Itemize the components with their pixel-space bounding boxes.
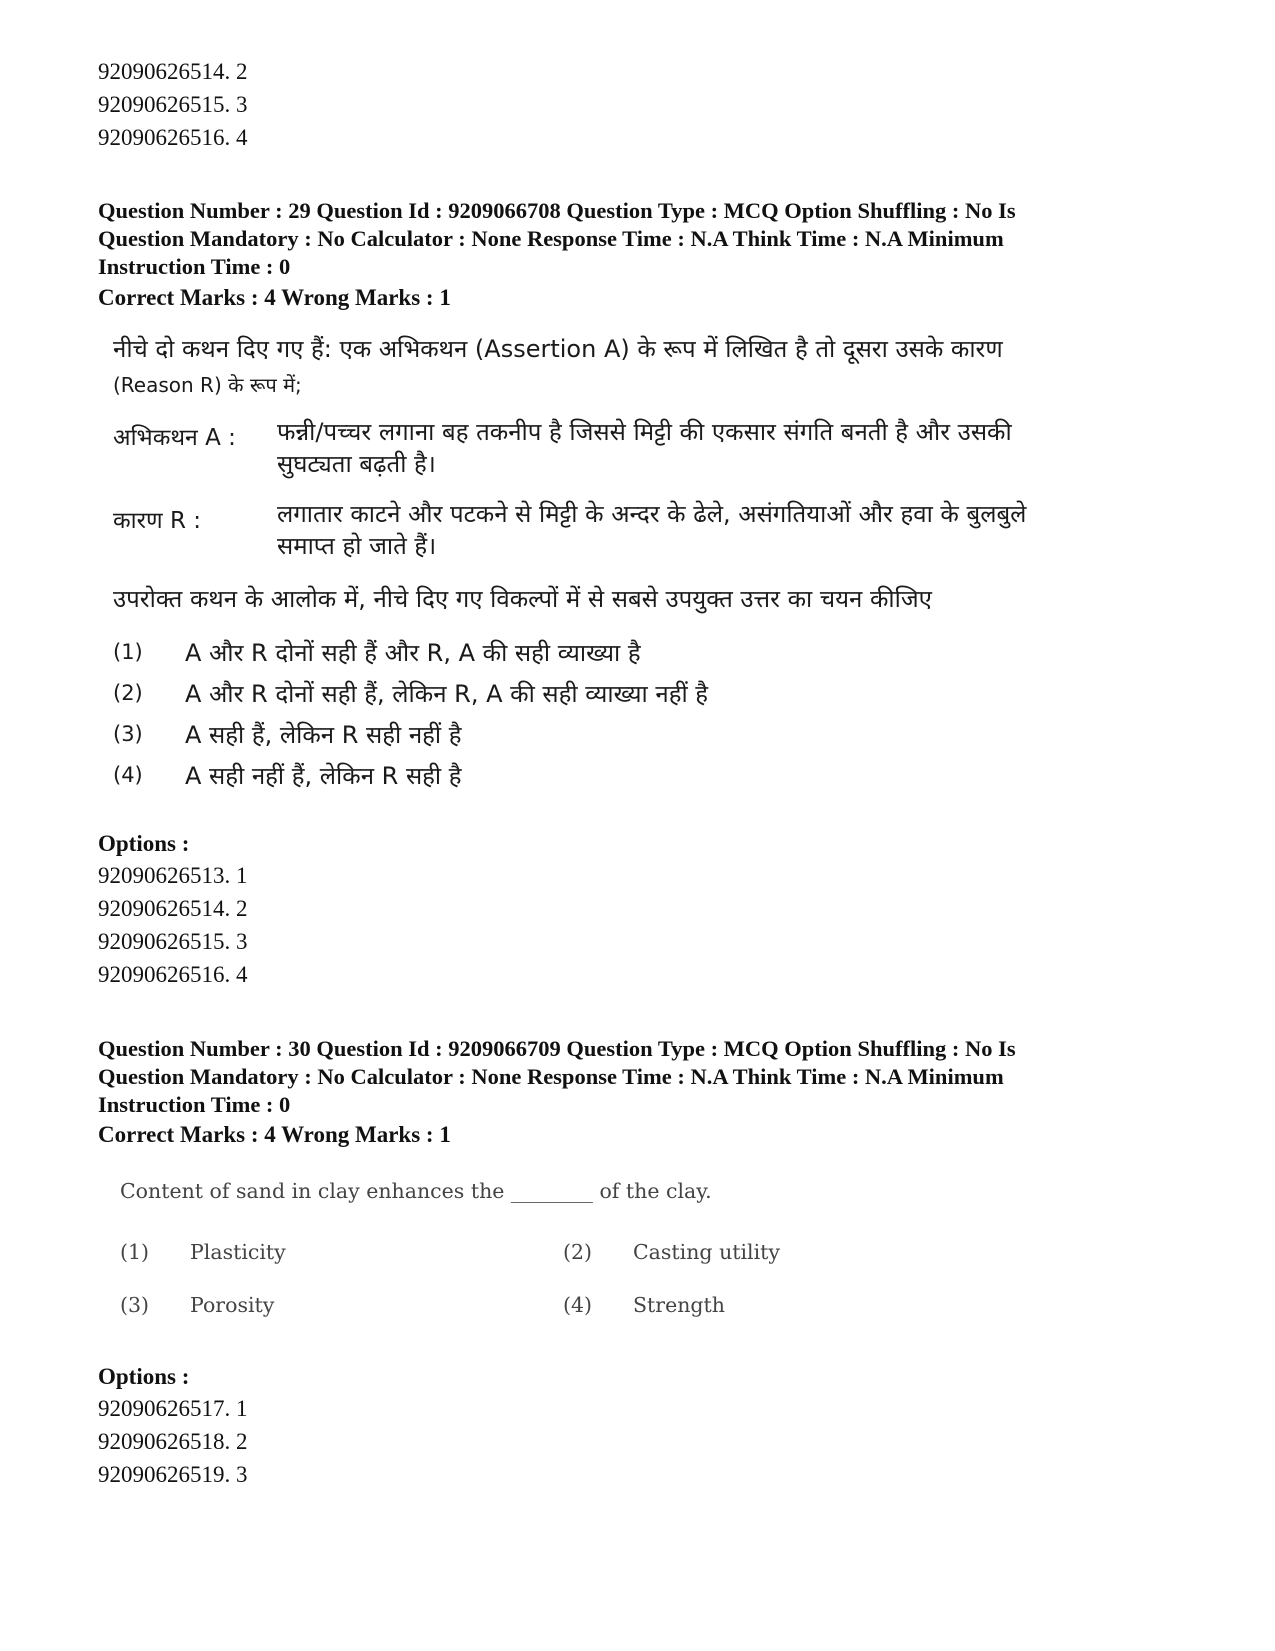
assertion-text: फन्नी/पच्चर लगाना बह तकनीप है जिससे मिट्टी की एकसार संगति बनती है और उसकी bbox=[277, 418, 1012, 446]
header-line: Question Number : 29 Question Id : 9209066708 Question Type : MCQ Option Shuffling : No Is bbox=[98, 198, 1016, 223]
question-text: Content of sand in clay enhances the ________ of the clay. bbox=[120, 1179, 712, 1203]
question-30-body bbox=[120, 1175, 820, 1325]
question-29-header bbox=[98, 197, 1178, 281]
option-line: 92090626518. 2 bbox=[98, 1429, 248, 1454]
choice-text: A और R दोनों सही हैं, लेकिन R, A की सही व्याख्या नहीं है bbox=[185, 680, 709, 708]
choice-number: (3) bbox=[113, 722, 143, 746]
intro-line: (Reason R) के रूप में; bbox=[113, 373, 302, 397]
assertion-text: सुघट्यता बढ़ती है। bbox=[277, 450, 436, 478]
choice-number: (1) bbox=[120, 1240, 150, 1264]
option-line: 92090626514. 2 bbox=[98, 59, 248, 84]
header-line: Question Mandatory : No Calculator : None Response Time : N.A Think Time : N.A Minimum bbox=[98, 226, 1004, 251]
choice-number: (3) bbox=[120, 1293, 150, 1317]
choice-number: (1) bbox=[113, 640, 143, 664]
option-line: 92090626516. 4 bbox=[98, 125, 248, 150]
choice-text: Strength bbox=[633, 1293, 725, 1317]
question-30-marks: Correct Marks : 4 Wrong Marks : 1 bbox=[98, 1122, 451, 1147]
question-29-body bbox=[113, 330, 1093, 800]
reason-text: लगातार काटने और पटकने से मिट्टी के अन्दर के ढेले, असंगतियाओं और हवा के बुलबुले bbox=[277, 500, 1027, 528]
option-line: 92090626515. 3 bbox=[98, 929, 248, 954]
options-label: Options : bbox=[98, 831, 190, 856]
choice-number: (2) bbox=[563, 1240, 593, 1264]
option-line: 92090626516. 4 bbox=[98, 962, 248, 987]
header-line: Instruction Time : 0 bbox=[98, 1092, 291, 1117]
intro-line: नीचे दो कथन दिए गए हैं: एक अभिकथन (Assertion A) के रूप में लिखित है तो दूसरा उसके कारण bbox=[113, 335, 1003, 363]
option-line: 92090626517. 1 bbox=[98, 1396, 248, 1421]
choice-number: (2) bbox=[113, 681, 143, 705]
choice-text: A सही नहीं हैं, लेकिन R सही है bbox=[185, 762, 462, 790]
option-line: 92090626514. 2 bbox=[98, 896, 248, 921]
instruction-text: उपरोक्त कथन के आलोक में, नीचे दिए गए विकल्पों में से सबसे उपयुक्त उत्तर का चयन कीजिए bbox=[113, 585, 932, 613]
option-line: 92090626519. 3 bbox=[98, 1462, 248, 1487]
choice-number: (4) bbox=[113, 763, 143, 787]
option-line: 92090626513. 1 bbox=[98, 863, 248, 888]
question-30-header bbox=[98, 1035, 1178, 1119]
reason-label: कारण R : bbox=[113, 508, 202, 534]
choice-text: A सही हैं, लेकिन R सही नहीं है bbox=[185, 721, 462, 749]
choice-text: Plasticity bbox=[190, 1240, 286, 1264]
question-29-marks: Correct Marks : 4 Wrong Marks : 1 bbox=[98, 285, 451, 310]
choice-text: Porosity bbox=[190, 1293, 275, 1317]
choice-number: (4) bbox=[563, 1293, 593, 1317]
header-line: Question Number : 30 Question Id : 9209066709 Question Type : MCQ Option Shuffling : No Is bbox=[98, 1036, 1016, 1061]
header-line: Question Mandatory : No Calculator : None Response Time : N.A Think Time : N.A Minimum bbox=[98, 1064, 1004, 1089]
assertion-label: अभिकथन A : bbox=[113, 425, 236, 451]
choice-text: A और R दोनों सही हैं और R, A की सही व्याख्या है bbox=[185, 639, 641, 667]
reason-text: समाप्त हो जाते हैं। bbox=[277, 532, 437, 560]
header-line: Instruction Time : 0 bbox=[98, 254, 291, 279]
option-line: 92090626515. 3 bbox=[98, 92, 248, 117]
options-label: Options : bbox=[98, 1364, 190, 1389]
choice-text: Casting utility bbox=[633, 1240, 780, 1264]
